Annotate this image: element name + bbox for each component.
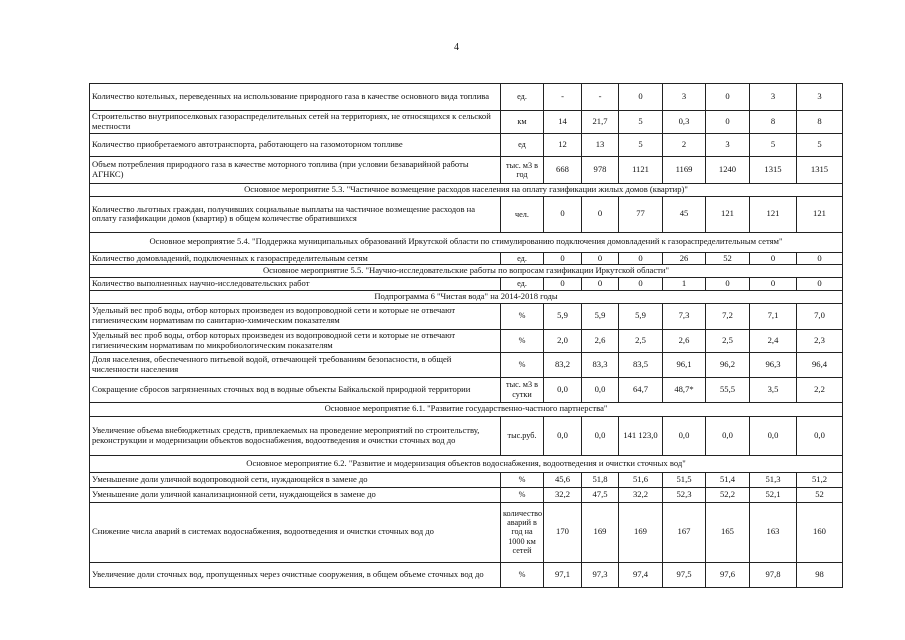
value-cell: -	[582, 84, 619, 111]
value-cell: 52	[797, 487, 843, 502]
section-row	[90, 265, 843, 278]
value-cell: 96,2	[706, 352, 750, 377]
value-cell: 165	[706, 502, 750, 562]
value-cell: 83,3	[582, 352, 619, 377]
indicator-name: Снижение числа аварий в системах водоснабжения, водоотведения и очистки сточных вод до	[90, 502, 501, 562]
value-cell: 0,0	[797, 416, 843, 455]
value-cell: 5	[619, 111, 663, 134]
value-cell: 51,2	[797, 472, 843, 487]
value-cell: 0,3	[663, 111, 706, 134]
value-cell: 0	[706, 84, 750, 111]
value-cell: 2,6	[582, 329, 619, 352]
value-cell: 0	[544, 196, 582, 232]
value-cell: 1169	[663, 157, 706, 184]
value-cell: 97,8	[750, 562, 797, 587]
indicator-name: Количество котельных, переведенных на использование природного газа в качестве основного вида топлива	[90, 84, 501, 111]
value-cell: 83,2	[544, 352, 582, 377]
unit-cell: ед.	[501, 277, 544, 290]
indicator-name: Количество льготных граждан, получивших социальные выплаты на частичное возмещение расходов на оплату газификации домов (квартир) в общем количестве обратившихся	[90, 196, 501, 232]
value-cell: 3	[706, 134, 750, 157]
value-cell: 7,3	[663, 303, 706, 329]
table-row	[90, 502, 843, 562]
value-cell: 2,6	[663, 329, 706, 352]
section-title: Основное мероприятие 5.5. "Научно-исследовательские работы по вопросам газификации Иркутской области"	[90, 265, 843, 278]
value-cell: 52,3	[663, 487, 706, 502]
value-cell: 0,0	[582, 416, 619, 455]
value-cell: 163	[750, 502, 797, 562]
table-row	[90, 252, 843, 265]
indicator-name: Удельный вес проб воды, отбор которых произведен из водопроводной сети и которые не отвечают гигиеническим нормативам по микробиологическим показателям	[90, 329, 501, 352]
unit-cell: %	[501, 352, 544, 377]
unit-cell: тыс. м3 в год	[501, 157, 544, 184]
value-cell: 5	[750, 134, 797, 157]
value-cell: 8	[750, 111, 797, 134]
value-cell: 7,2	[706, 303, 750, 329]
value-cell: 0	[582, 252, 619, 265]
value-cell: 0	[582, 196, 619, 232]
table-row	[90, 329, 843, 352]
value-cell: 0,0	[582, 377, 619, 402]
value-cell: 12	[544, 134, 582, 157]
section-title: Основное мероприятие 5.4. "Поддержка муниципальных образований Иркутской области по стимулированию подключения домовладений к газораспределительным сетям"	[90, 232, 843, 252]
table-row	[90, 84, 843, 111]
value-cell: 97,1	[544, 562, 582, 587]
unit-cell: ед.	[501, 252, 544, 265]
table-row	[90, 377, 843, 402]
value-cell: -	[544, 84, 582, 111]
indicator-name: Уменьшение доли уличной водопроводной сети, нуждающейся в замене до	[90, 472, 501, 487]
section-title: Основное мероприятие 6.1. "Развитие государственно-частного партнерства"	[90, 402, 843, 416]
indicator-name: Количество домовладений, подключенных к газораспределительным сетям	[90, 252, 501, 265]
value-cell: 96,4	[797, 352, 843, 377]
value-cell: 160	[797, 502, 843, 562]
unit-cell: чел.	[501, 196, 544, 232]
unit-cell: %	[501, 329, 544, 352]
section-row	[90, 455, 843, 472]
value-cell: 1121	[619, 157, 663, 184]
value-cell: 51,6	[619, 472, 663, 487]
unit-cell: %	[501, 562, 544, 587]
value-cell: 7,1	[750, 303, 797, 329]
value-cell: 0	[750, 252, 797, 265]
value-cell: 1	[663, 277, 706, 290]
unit-cell: тыс.руб.	[501, 416, 544, 455]
value-cell: 170	[544, 502, 582, 562]
table-row	[90, 196, 843, 232]
value-cell: 97,3	[582, 562, 619, 587]
value-cell: 5,9	[619, 303, 663, 329]
value-cell: 83,5	[619, 352, 663, 377]
value-cell: 7,0	[797, 303, 843, 329]
value-cell: 52,2	[706, 487, 750, 502]
value-cell: 978	[582, 157, 619, 184]
value-cell: 169	[619, 502, 663, 562]
table-row	[90, 352, 843, 377]
value-cell: 0,0	[750, 416, 797, 455]
page-number: 4	[454, 42, 459, 53]
value-cell: 51,8	[582, 472, 619, 487]
indicator-name: Строительство внутрипоселковых газораспределительных сетей на территориях, не относящихся к сельской местности	[90, 111, 501, 134]
unit-cell: ед.	[501, 84, 544, 111]
value-cell: 121	[797, 196, 843, 232]
value-cell: 2	[663, 134, 706, 157]
unit-cell: %	[501, 487, 544, 502]
table-row	[90, 303, 843, 329]
value-cell: 167	[663, 502, 706, 562]
value-cell: 5	[619, 134, 663, 157]
value-cell: 32,2	[544, 487, 582, 502]
indicator-name: Увеличение объема внебюджетных средств, привлекаемых на проведение мероприятий по строительству, реконструкции и модернизации объектов водоснабжения, водоотведения и очистки сточных вод до	[90, 416, 501, 455]
value-cell: 52	[706, 252, 750, 265]
value-cell: 51,3	[750, 472, 797, 487]
value-cell: 0	[582, 277, 619, 290]
value-cell: 0	[706, 111, 750, 134]
value-cell: 2,0	[544, 329, 582, 352]
value-cell: 668	[544, 157, 582, 184]
indicator-name: Объем потребления природного газа в качестве моторного топлива (при условии безаварийной работы АГНКС)	[90, 157, 501, 184]
value-cell: 98	[797, 562, 843, 587]
indicator-name: Доля населения, обеспеченного питьевой водой, отвечающей требованиям безопасности, в общей численности населения	[90, 352, 501, 377]
value-cell: 52,1	[750, 487, 797, 502]
value-cell: 96,1	[663, 352, 706, 377]
indicators-table	[89, 83, 843, 588]
indicator-name: Увеличение доли сточных вод, пропущенных через очистные сооружения, в общем объеме сточных вод до	[90, 562, 501, 587]
section-row	[90, 232, 843, 252]
indicator-name: Количество приобретаемого автотранспорта, работающего на газомоторном топливе	[90, 134, 501, 157]
value-cell: 51,4	[706, 472, 750, 487]
value-cell: 3	[797, 84, 843, 111]
value-cell: 0	[619, 84, 663, 111]
value-cell: 2,5	[619, 329, 663, 352]
value-cell: 13	[582, 134, 619, 157]
value-cell: 2,2	[797, 377, 843, 402]
value-cell: 64,7	[619, 377, 663, 402]
section-title: Основное мероприятие 6.2. "Развитие и модернизация объектов водоснабжения, водоотведения и очистки сточных вод"	[90, 455, 843, 472]
section-title: Подпрограмма 6 "Чистая вода" на 2014-2018 годы	[90, 290, 843, 303]
value-cell: 0	[750, 277, 797, 290]
value-cell: 26	[663, 252, 706, 265]
indicator-name: Уменьшение доли уличной канализационной сети, нуждающейся в замене до	[90, 487, 501, 502]
unit-cell: %	[501, 472, 544, 487]
indicator-name: Удельный вес проб воды, отбор которых произведен из водопроводной сети и которые не отвечают гигиеническим нормативам по санитарно-химическим показателям	[90, 303, 501, 329]
value-cell: 2,3	[797, 329, 843, 352]
value-cell: 0,0	[544, 416, 582, 455]
value-cell: 2,5	[706, 329, 750, 352]
value-cell: 45	[663, 196, 706, 232]
value-cell: 97,5	[663, 562, 706, 587]
value-cell: 5,9	[544, 303, 582, 329]
value-cell: 3,5	[750, 377, 797, 402]
unit-cell: ед	[501, 134, 544, 157]
value-cell: 0	[544, 277, 582, 290]
value-cell: 5	[797, 134, 843, 157]
unit-cell: км	[501, 111, 544, 134]
value-cell: 0	[619, 277, 663, 290]
value-cell: 0	[797, 252, 843, 265]
section-row	[90, 402, 843, 416]
value-cell: 169	[582, 502, 619, 562]
section-row	[90, 184, 843, 197]
value-cell: 121	[750, 196, 797, 232]
value-cell: 0,0	[544, 377, 582, 402]
value-cell: 21,7	[582, 111, 619, 134]
table-row	[90, 472, 843, 487]
value-cell: 1240	[706, 157, 750, 184]
table-row	[90, 134, 843, 157]
value-cell: 97,4	[619, 562, 663, 587]
value-cell: 0,0	[706, 416, 750, 455]
value-cell: 0	[544, 252, 582, 265]
value-cell: 14	[544, 111, 582, 134]
value-cell: 2,4	[750, 329, 797, 352]
value-cell: 45,6	[544, 472, 582, 487]
table-row	[90, 157, 843, 184]
unit-cell: количество аварий в год на 1000 км сетей	[501, 502, 544, 562]
value-cell: 0	[619, 252, 663, 265]
value-cell: 77	[619, 196, 663, 232]
table-row	[90, 111, 843, 134]
indicator-name: Сокращение сбросов загрязненных сточных вод в водные объекты Байкальской природной территории	[90, 377, 501, 402]
value-cell: 0,0	[663, 416, 706, 455]
value-cell: 5,9	[582, 303, 619, 329]
value-cell: 0	[706, 277, 750, 290]
unit-cell: %	[501, 303, 544, 329]
value-cell: 97,6	[706, 562, 750, 587]
value-cell: 121	[706, 196, 750, 232]
value-cell: 96,3	[750, 352, 797, 377]
value-cell: 48,7*	[663, 377, 706, 402]
value-cell: 141 123,0	[619, 416, 663, 455]
unit-cell: тыс. м3 в сутки	[501, 377, 544, 402]
table-row	[90, 416, 843, 455]
section-row	[90, 290, 843, 303]
value-cell: 1315	[750, 157, 797, 184]
value-cell: 3	[663, 84, 706, 111]
value-cell: 8	[797, 111, 843, 134]
value-cell: 3	[750, 84, 797, 111]
value-cell: 47,5	[582, 487, 619, 502]
section-title: Основное мероприятие 5.3. "Частичное возмещение расходов населения на оплату газификации жилых домов (квартир)"	[90, 184, 843, 197]
value-cell: 1315	[797, 157, 843, 184]
table-row	[90, 487, 843, 502]
value-cell: 55,5	[706, 377, 750, 402]
value-cell: 51,5	[663, 472, 706, 487]
table-row	[90, 562, 843, 587]
table-row	[90, 277, 843, 290]
value-cell: 32,2	[619, 487, 663, 502]
value-cell: 0	[797, 277, 843, 290]
indicator-name: Количество выполненных научно-исследовательских работ	[90, 277, 501, 290]
